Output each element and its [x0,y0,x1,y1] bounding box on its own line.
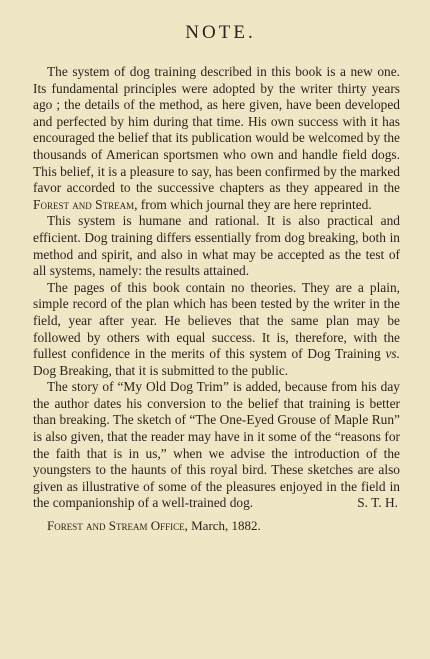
paragraph-4 [33,379,400,512]
footer-office: Forest and Stream Office [47,518,185,534]
footer-date: , March, 1882. [184,518,261,534]
author-initials: S. T. H. [357,495,398,511]
page-title: NOTE. [185,22,256,43]
journal-name: Forest and Stream [33,196,135,212]
paragraph-2: This system is humane and rational. It is also practical and efficient. Dog training differs essentially from dog breaking, both in method and spirit, and also in what may be accepted as the test of all systems, namely: the results attained. [33,213,400,279]
paragraph-1-end: , from which journal they are here reprinted. [134,196,372,212]
paragraph-4-text: The story of “My Old Dog Trim” is added, because from his day the author dates his conversion to the belief that training is better than breaking. The sketch of “The One-Eyed Grouse of Maple Run” is also given, that the reader may have in it some of the “reasons for the faith that is in us,” when we advise the introduction of the youngsters to the haunts of this royal bird. These sketches are also given as illustrative of some of the pleasures enjoyed in the field in the companionship of a well-trained dog. [33,379,400,511]
footer-dateline [33,518,400,534]
paragraph-1 [33,64,400,213]
paragraph-1-text: The system of dog training described in this book is a new one. Its fundamental principles were adopted by the writer thirty years ago ; the details of the method, as here given, have been developed and perfected by him during that time. His own success with it has encouraged the belief that its publication would be welcomed by the thousands of American sportsmen who own and handle field dogs. This belief, it is a pleasure to say, has been confirmed by the marked favor accorded to the successive chapters as they appeared in the [33,64,400,196]
paragraph-3-text: The pages of this book contain no theories. They are a plain, simple record of the plan which has been tested by the writer in the field, year after year. He believes that the same plan may be followed by others with equal success. It is, therefore, with the fullest confidence in the merits of this system of Dog Training [33,279,400,362]
versus-abbrev: vs. [385,346,400,362]
paragraph-3-end: Dog Breaking, that it is submitted to the public. [33,362,289,378]
paragraph-3 [33,280,400,380]
